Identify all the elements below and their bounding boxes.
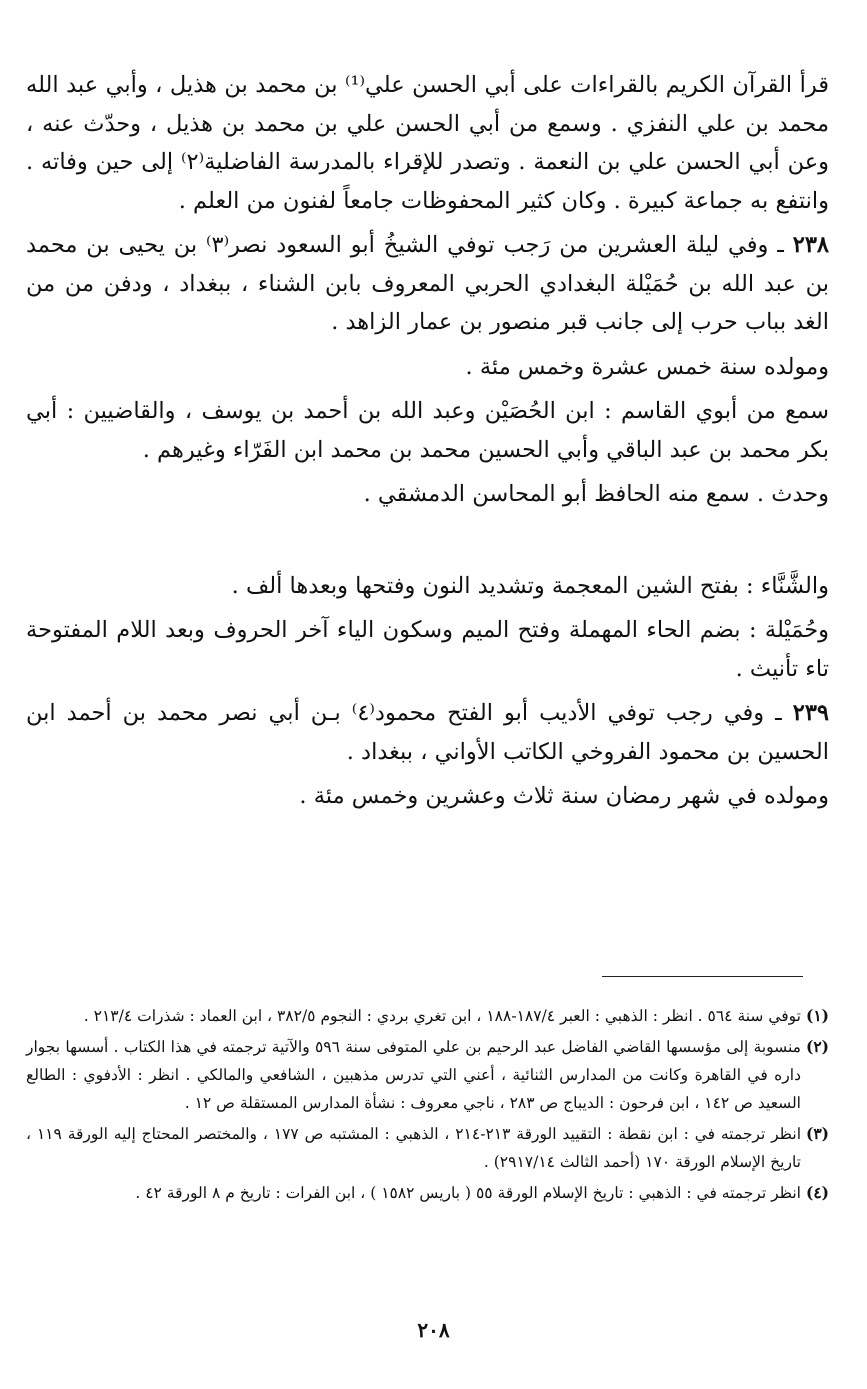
paragraph-text: سمع من أبوي القاسم : ابن الحُصَيْن وعبد الله بن أحمد بن يوسف ، والقاضيين : أبي بكر محمد بن عبد الباقي وأبي الحسين محمد بن محمد ابن الفَرّاء وغيرهم . — [26, 398, 829, 463]
footnotes — [26, 1002, 829, 1210]
birth-paragraph — [26, 348, 829, 387]
paragraph-text: وحدث . سمع منه الحافظ أبو المحاسن الدمشقي . — [363, 481, 829, 507]
teachers-paragraph — [26, 392, 829, 469]
entry-text: ـ وفي رجب توفي الأديب أبو الفتح محمود⁽٤⁾ بـن أبي نصر محمد بن أحمد ابن الحسين بن محمود الفروخي الكاتب الأواني ، ببغداد . — [26, 700, 829, 765]
page-number: ٢٠٨ — [417, 1318, 450, 1342]
paragraph-text: وحُمَيْلة : بضم الحاء المهملة وفتح الميم وسكون الياء آخر الحروف وبعد اللام المفتوحة تاء تأنيث . — [26, 617, 829, 682]
footnote-marker: (٢) — [805, 1037, 829, 1056]
entry-number: ٢٣٨ — [792, 232, 829, 258]
footnote-text: منسوبة إلى مؤسسها القاضي الفاضل عبد الرحيم بن علي المتوفى سنة ٥٩٦ والآتية ترجمته في هذا الكتاب . أسسها بجوار داره في القاهرة وكانت من المدارس الثنائية ، أعني التي تدرس مذهبين ، الشافعي والمالكي . انظر : الأدفوي : الطالع السعيد ص ١٤٢ ، ابن فرحون : الديباج ص ٢٨٣ ، ناجي معروف : نشأة المدارس المستقلة ص ١٢ . — [26, 1038, 801, 1112]
paragraph-text: ومولده سنة خمس عشرة وخمس مئة . — [465, 353, 829, 380]
footnote-marker: (٤) — [805, 1183, 829, 1202]
footnote-marker: (٣) — [805, 1124, 829, 1143]
footnote-1 — [26, 1002, 829, 1030]
paragraph-text: قرأ القرآن الكريم بالقراءات على أبي الحسن علي⁽¹⁾ بن محمد بن هذيل ، وأبي عبد الله محمد بن علي النفزي . وسمع من أبي الحسن علي بن محمد بن هذيل ، وحدّث عنه ، وعن أبي الحسن علي بن النعمة . وتصدر للإقراء بالمدرسة الفاضلية⁽٢⁾ إلى حين وفاته . وانتفع به جماعة كبيرة . وكان كثير المحفوظات جامعاً لفنون من العلم . — [26, 72, 829, 214]
footnote-text: انظر ترجمته في : الذهبي : تاريخ الإسلام الورقة ٥٥ ( باريس ١٥٨٢ ) ، ابن الفرات : تاريخ م ٨ الورقة ٤٢ . — [135, 1184, 801, 1202]
paragraph-text: والشَّنَّاء : بفتح الشين المعجمة وتشديد النون وفتحها وبعدها ألف . — [231, 572, 829, 599]
note-humayla — [26, 611, 829, 688]
footnote-2 — [26, 1033, 829, 1117]
entry-number: ٢٣٩ — [792, 700, 829, 726]
narration-paragraph — [26, 475, 829, 514]
footnote-text: توفي سنة ٥٦٤ . انظر : الذهبي : العبر ١٨٧/٤-١٨٨ ، ابن تغري بردي : النجوم ٣٨٢/٥ ، ابن العماد : شذرات ٢١٣/٤ . — [83, 1007, 801, 1025]
footnote-4 — [26, 1179, 829, 1207]
footnote-text: انظر ترجمته في : ابن نقطة : التقييد الورقة ٢١٣-٢١٤ ، الذهبي : المشتبه ص ١٧٧ ، والمختصر المحتاج إليه الورقة ١١٩ ، تاريخ الإسلام الورقة ١٧٠ (أحمد الثالث ٢٩١٧/١٤) . — [26, 1125, 802, 1171]
footnote-3 — [26, 1120, 829, 1176]
note-shinna — [26, 567, 829, 606]
entry-text: ـ وفي ليلة العشرين من رَجب توفي الشيخُ أبو السعود نصر⁽٣⁾ بن يحيى بن محمد بن عبد الله بن حُمَيْلة البغدادي الحربي المعروف بابن الشناء ، ببغداد ، ودفن من من الغد بباب حرب إلى جانب قبر منصور بن عمار الزاهد . — [26, 232, 829, 335]
entry-238 — [26, 226, 829, 342]
paragraph-text: ومولده في شهر رمضان سنة ثلاث وعشرين وخمس مئة . — [299, 783, 829, 809]
entry-239 — [26, 694, 829, 771]
birth-paragraph-2 — [26, 777, 829, 816]
footnote-marker: (١) — [805, 1006, 829, 1025]
paragraph-intro — [26, 66, 829, 220]
main-text — [26, 66, 829, 822]
footnote-divider — [602, 976, 803, 977]
section-gap — [26, 520, 829, 567]
